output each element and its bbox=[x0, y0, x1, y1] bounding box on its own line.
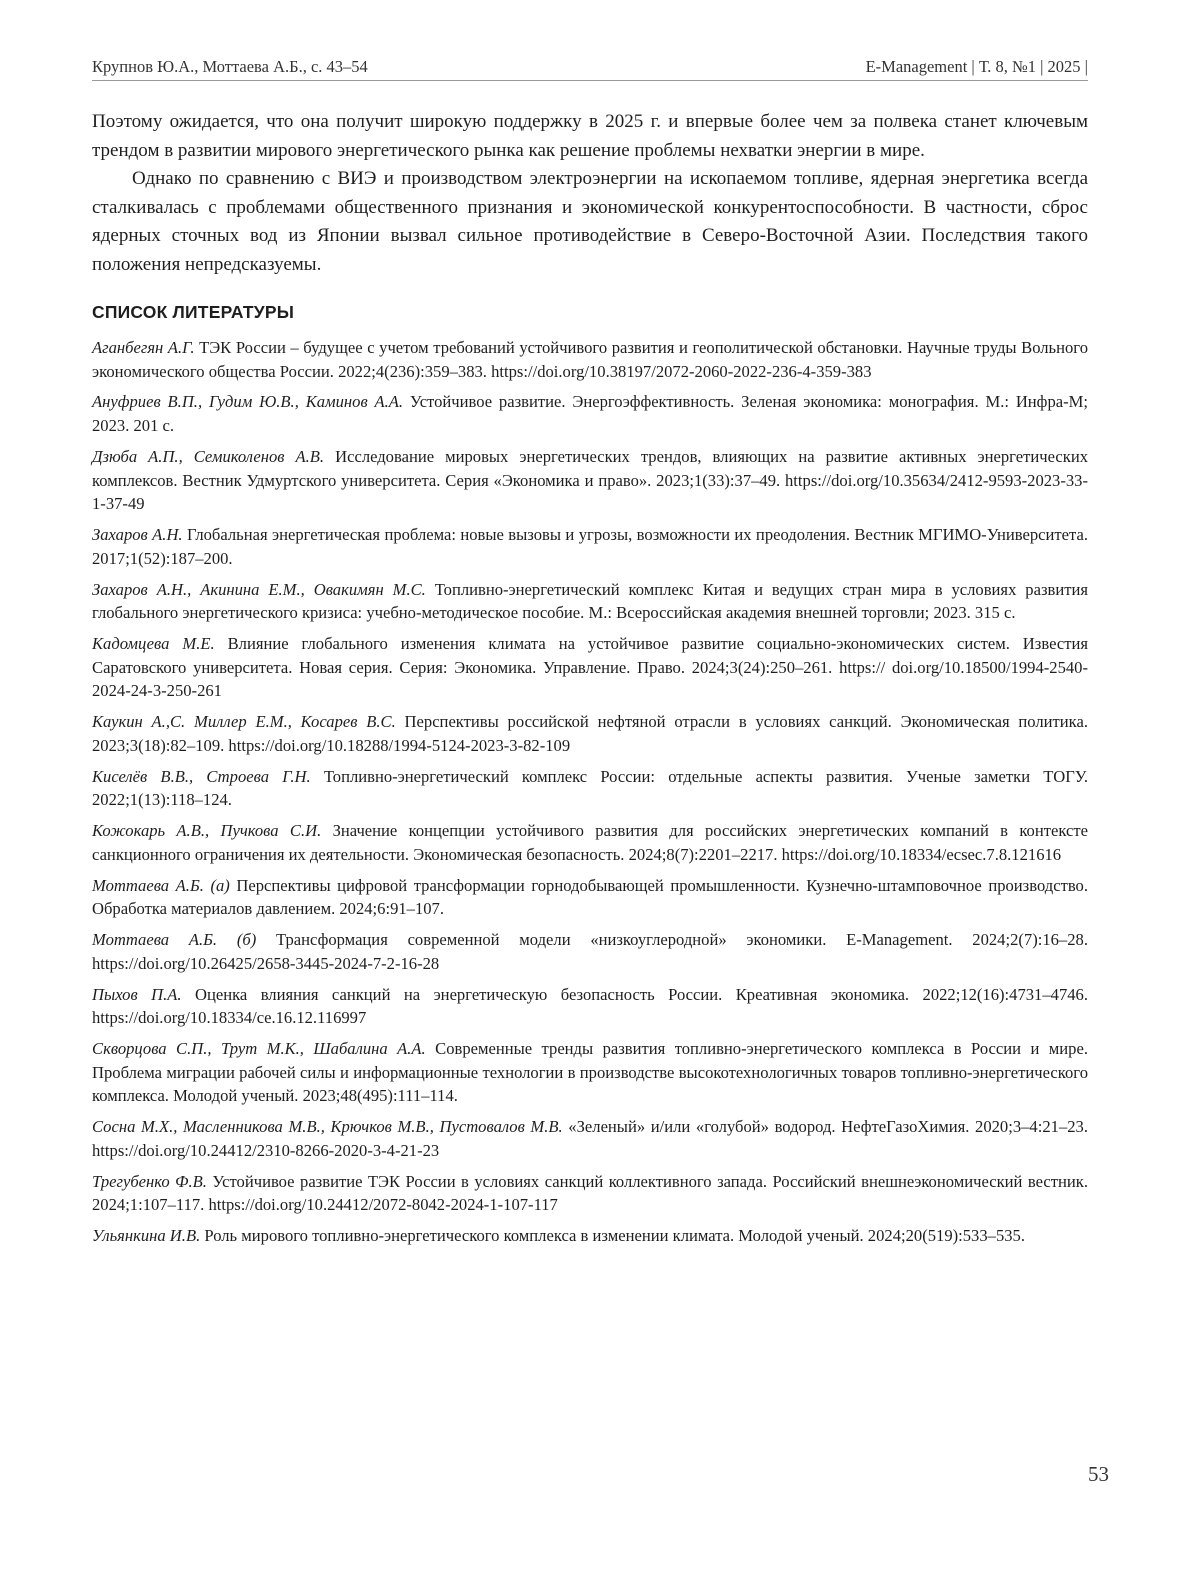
reference-authors: Аганбегян А.Г. bbox=[92, 338, 194, 357]
reference-authors: Ануфриев В.П., Гудим Ю.В., Каминов А.А. bbox=[92, 392, 403, 411]
body-paragraph-2: Однако по сравнению с ВИЭ и производством электроэнергии на ископаемом топливе, ядерная энергетика всегда сталкивалась с проблемами общественного признания и экономической конкурентоспособности. В частности, сброс ядерных сточных вод из Японии вызвал сильное противодействие в Северо-Восточной Азии. Последствия такого положения непредсказуемы. bbox=[92, 165, 1088, 279]
reference-item bbox=[92, 523, 1088, 570]
reference-authors: Моттаева А.Б. (б) bbox=[92, 930, 256, 949]
reference-text: Трансформация современной модели «низкоуглеродной» экономики. E-Management. 2024;2(7):16–28. https://doi.org/10.26425/2658-3445-2024-7-2-16-28 bbox=[92, 930, 1088, 973]
reference-text: Глобальная энергетическая проблема: новые вызовы и угрозы, возможности их преодоления. Вестник МГИМО-Университета. 2017;1(52):187–200. bbox=[92, 525, 1088, 568]
reference-authors: Захаров А.Н., Акинина Е.М., Овакимян М.С. bbox=[92, 580, 426, 599]
reference-item bbox=[92, 983, 1088, 1030]
page-number: 53 bbox=[1088, 1462, 1109, 1487]
reference-item bbox=[92, 819, 1088, 866]
reference-item bbox=[92, 578, 1088, 625]
reference-item bbox=[92, 632, 1088, 703]
reference-authors: Трегубенко Ф.В. bbox=[92, 1172, 207, 1191]
reference-item bbox=[92, 445, 1088, 516]
references-heading: СПИСОК ЛИТЕРАТУРЫ bbox=[92, 302, 294, 323]
reference-text: Оценка влияния санкций на энергетическую безопасность России. Креативная экономика. 2022;12(16):4731–4746. https://doi.org/10.18334/ce.16.12.116997 bbox=[92, 985, 1088, 1028]
reference-item bbox=[92, 390, 1088, 437]
reference-text: Значение концепции устойчивого развития для российских энергетических компаний в контексте санкционного ограничения их деятельности. Экономическая безопасность. 2024;8(7):2201–2217. https://doi.org/10.18334/ecsec.7.8.121616 bbox=[92, 821, 1088, 864]
reference-authors: Кадомцева М.Е. bbox=[92, 634, 215, 653]
reference-text: Устойчивое развитие ТЭК России в условиях санкций коллективного запада. Российский внешнеэкономический вестник. 2024;1:107–117. https://doi.org/10.24412/2072-8042-2024-1-107-117 bbox=[92, 1172, 1088, 1215]
header-journal: E-Management | Т. 8, №1 | 2025 | bbox=[866, 57, 1088, 77]
reference-authors: Киселёв В.В., Строева Г.Н. bbox=[92, 767, 311, 786]
reference-authors: Скворцова С.П., Трут М.К., Шабалина А.А. bbox=[92, 1039, 426, 1058]
reference-text: ТЭК России – будущее с учетом требований устойчивого развития и геополитической обстановки. Научные труды Вольного экономического общества России. 2022;4(236):359–383. https://doi.org/10.38197/2072-2060-2022-236-4-359-383 bbox=[92, 338, 1088, 381]
reference-text: Влияние глобального изменения климата на устойчивое развитие социально-экономических систем. Известия Саратовского университета. Новая серия. Серия: Экономика. Управление. Право. 2024;3(24):250–261. https:// doi.org/10.18500/1994-2540-2024-24-3-250-261 bbox=[92, 634, 1088, 700]
reference-text: Устойчивое развитие. Энергоэффективность. Зеленая экономика: монография. М.: Инфра-М; 2023. 201 с. bbox=[92, 392, 1088, 435]
reference-text: Роль мирового топливно-энергетического комплекса в изменении климата. Молодой ученый. 2024;20(519):533–535. bbox=[200, 1226, 1025, 1245]
reference-item bbox=[92, 1115, 1088, 1162]
reference-text: Перспективы российской нефтяной отрасли в условиях санкций. Экономическая политика. 2023;3(18):82–109. https://doi.org/10.18288/1994-5124-2023-3-82-109 bbox=[92, 712, 1088, 755]
reference-authors: Захаров А.Н. bbox=[92, 525, 183, 544]
reference-item bbox=[92, 710, 1088, 757]
reference-text: Исследование мировых энергетических трендов, влияющих на развитие активных энергетических комплексов. Вестник Удмуртского университета. Серия «Экономика и право». 2023;1(33):37–49. https://doi.org/10.35634/2412-9593-2023-33-1-37-49 bbox=[92, 447, 1088, 513]
reference-item bbox=[92, 336, 1088, 383]
reference-item bbox=[92, 765, 1088, 812]
body-paragraph-1: Поэтому ожидается, что она получит широкую поддержку в 2025 г. и впервые более чем за полвека станет ключевым трендом в развитии мирового энергетического рынка как решение проблемы нехватки энергии в мире. bbox=[92, 108, 1088, 165]
reference-text: Современные тренды развития топливно-энергетического комплекса в России и мире. Проблема миграции рабочей силы и информационные технологии в производстве высокотехнологичных товаров топливно-энергетического комплекса. Молодой ученый. 2023;48(495):111–114. bbox=[92, 1039, 1088, 1105]
reference-authors: Каукин А.,С. Миллер Е.М., Косарев В.С. bbox=[92, 712, 396, 731]
reference-item bbox=[92, 1224, 1088, 1248]
reference-authors: Пыхов П.А. bbox=[92, 985, 182, 1004]
reference-authors: Дзюба А.П., Семиколенов А.В. bbox=[92, 447, 324, 466]
reference-authors: Ульянкина И.В. bbox=[92, 1226, 200, 1245]
reference-authors: Кожокарь А.В., Пучкова С.И. bbox=[92, 821, 321, 840]
body-text bbox=[92, 108, 1088, 279]
running-header bbox=[92, 57, 1088, 81]
reference-item bbox=[92, 874, 1088, 921]
header-divider bbox=[92, 80, 1088, 81]
header-authors: Крупнов Ю.А., Моттаева А.Б., с. 43–54 bbox=[92, 57, 368, 77]
reference-item bbox=[92, 1037, 1088, 1108]
reference-text: Топливно-энергетический комплекс Китая и ведущих стран мира в условиях развития глобального энергетического кризиса: учебно-методическое пособие. М.: Всероссийская академия внешней торговли; 2023. 315 с. bbox=[92, 580, 1088, 623]
reference-text: «Зеленый» и/или «голубой» водород. НефтеГазоХимия. 2020;3–4:21–23. https://doi.org/10.24412/2310-8266-2020-3-4-21-23 bbox=[92, 1117, 1088, 1160]
references-list bbox=[92, 336, 1088, 1255]
reference-item bbox=[92, 1170, 1088, 1217]
reference-text: Перспективы цифровой трансформации горнодобывающей промышленности. Кузнечно-штамповочное производство. Обработка материалов давлением. 2024;6:91–107. bbox=[92, 876, 1088, 919]
reference-item bbox=[92, 928, 1088, 975]
reference-text: Топливно-энергетический комплекс России: отдельные аспекты развития. Ученые заметки ТОГУ. 2022;1(13):118–124. bbox=[92, 767, 1088, 810]
reference-authors: Моттаева А.Б. (а) bbox=[92, 876, 230, 895]
reference-authors: Сосна М.Х., Масленникова М.В., Крючков М.В., Пустовалов М.В. bbox=[92, 1117, 563, 1136]
